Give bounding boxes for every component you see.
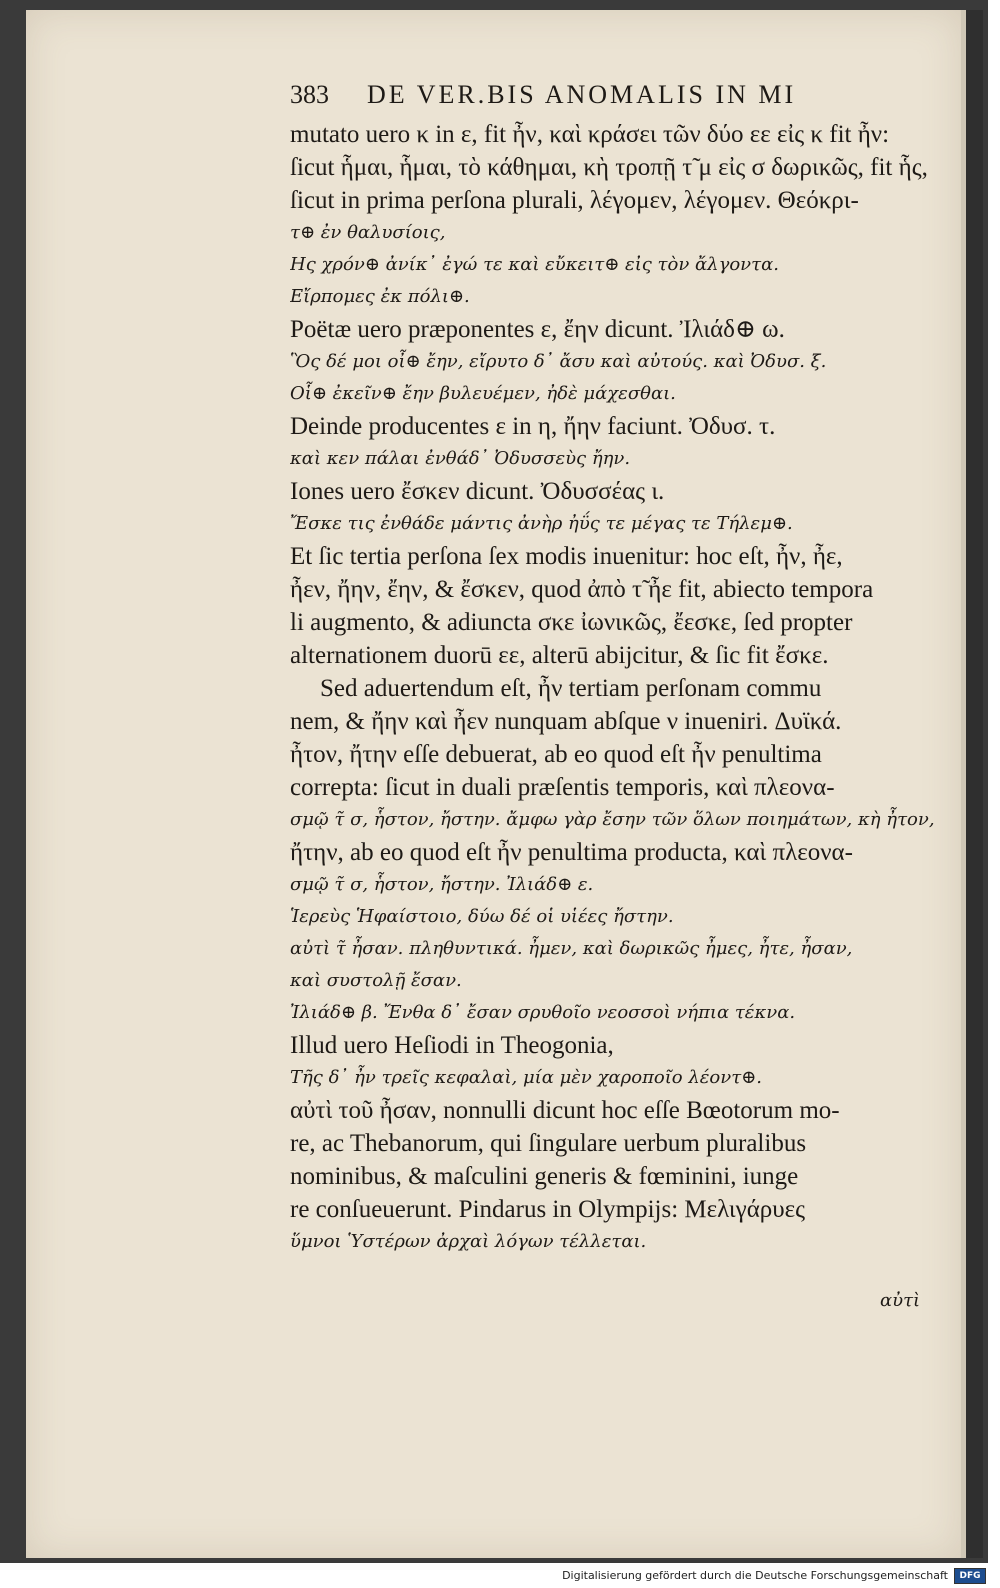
text-line: Ἱερεὺς Ἡφαίστοιο, δύω δέ οἱ υἱέες ἤστην. (290, 906, 674, 927)
text-line: ſicut ἧμαι, ἧμαι, τὸ κάθημαι, κὴ τροπῇ τ̃ μ εἰς σ δωρικῶς, fit ἧς, (290, 154, 928, 181)
text-line: Illud uero Heſiodi in Theogonia, (290, 1032, 614, 1059)
text-line: ſicut in prima perſona plurali, λέγομεν, λέγομεν. Θεόκρι- (290, 187, 859, 214)
text-line: ὕμνοι Ὑστέρων ἀρχαὶ λόγων τέλλεται. (290, 1231, 647, 1252)
text-line: ἤτην, ab eo quod eſt ἦν penultima producta, καὶ πλεονα- (290, 839, 853, 866)
text-line: mutato uero κ in ε, fit ἦν, καὶ κράσει τῶν δύο εε εἰς κ fit ἦν: (290, 121, 890, 148)
text-line: Ὃς δέ μοι οἶ⊕ ἔην, εἴρυτο δ᾽ ἄσυ καὶ αὐτούς. καὶ Ὀδυσ. ξ. (290, 351, 827, 372)
page-number: 383 (290, 80, 329, 109)
text-line: Iones uero ἔσκεν dicunt. Ὀδυσσέας ι. (290, 478, 665, 505)
text-line: ἦεν, ἤην, ἔην, & ἔσκεν, quod ἀπὸ τ̃ ἦε fit, abiecto tempora (290, 576, 874, 603)
text-line: re conſueuerunt. Pindarus in Olympijs: Μελιγάρυες (290, 1196, 806, 1223)
text-lines (290, 118, 950, 1258)
text-line: καὶ συστολῇ ἔσαν. (290, 970, 462, 991)
footer-bar (0, 1563, 1000, 1588)
dfg-logo-icon: DFG (954, 1568, 986, 1584)
text-line: Ἔσκε τις ἐνθάδε μάντις ἀνὴρ ἠΰς τε μέγας τε Τήλεμ⊕. (290, 513, 793, 534)
page-edge (961, 10, 966, 1558)
text-line: Poëtæ uero præponentes ε, ἔην dicunt. Ἰλιάδ⊕ ω. (290, 316, 785, 343)
text-line: αὐτὶ τοῦ ἦσαν, nonnulli dicunt hoc eſſe Bœotorum mo- (290, 1097, 840, 1124)
catchword: αὐτὶ (880, 1290, 921, 1311)
text-line: ἦτον, ἤτην eſſe debuerat, ab eo quod eſt ἦν penultima (290, 741, 822, 768)
text-line: Ης χρόν⊕ ἀνίκ᾽ ἐγώ τε καὶ εὔκειτ⊕ εἰς τὸν ἄλγοντα. (290, 254, 779, 275)
text-line: σμῷ τ̃ σ, ἧστον, ἤστην. ἄμφω γὰρ ἔσην τῶν ὅλων ποιημάτων, κὴ ἦτον, (290, 809, 935, 830)
text-line: Deinde producentes ε in η, ἤην faciunt. Ὀδυσ. τ. (290, 413, 776, 440)
funding-credit: Digitalisierung gefördert durch die Deutsche Forschungsgemeinschaft (562, 1569, 948, 1582)
text-line: nominibus, & maſculini generis & fœminini, iunge (290, 1163, 799, 1190)
running-title: DE VER.BIS ANOMALIS IN MI (367, 80, 797, 109)
text-line: alternationem duorū εε, alterū abijcitur, & ſic fit ἔσκε. (290, 642, 829, 669)
text-line: Ἰλιάδ⊕ β. Ἔνθα δ᾽ ἔσαν σρυθοῖο νεοσσοὶ νήπια τέκνα. (290, 1002, 796, 1023)
running-header (290, 80, 950, 116)
text-line: li augmento, & adiuncta σκε ἰωνικῶς, ἔεσκε, ſed propter (290, 609, 853, 636)
text-line: αὐτὶ τ̃ ἦσαν. πληθυντικά. ἦμεν, καὶ δωρικῶς ἦμες, ἦτε, ἦσαν, (290, 938, 853, 959)
text-line: σμῷ τ̃ σ, ἧστον, ἤστην. Ἰλιάδ⊕ ε. (290, 874, 594, 895)
text-line: Εἴρπομες ἐκ πόλι⊕. (290, 286, 470, 307)
text-line: correpta: ſicut in duali præſentis temporis, καὶ πλεονα- (290, 774, 835, 801)
text-line: Sed aduertendum eſt, ἦν tertiam perſonam commu (320, 675, 822, 702)
text-line: καὶ κεν πάλαι ἐνθάδ᾽ Ὀδυσσεὺς ἤην. (290, 448, 631, 469)
text-line: re, ac Thebanorum, qui ſingulare uerbum pluralibus (290, 1130, 807, 1157)
text-line: τ⊕ ἐν θαλυσίοις, (290, 222, 446, 243)
text-line: Οἷ⊕ ἐκεῖν⊕ ἔην βυλευέμεν, ἠδὲ μάχεσθαι. (290, 383, 676, 404)
text-line: Et ſic tertia perſona ſex modis inuenitur: hoc eſt, ἦν, ἦε, (290, 543, 843, 570)
text-line: Τῆς δ᾽ ἦν τρεῖς κεφαλαὶ, μία μὲν χαροποῖο λέοντ⊕. (290, 1067, 762, 1088)
text-line: nem, & ἤην καὶ ἦεν nunquam abſque ν inueniri. Δυϊκά. (290, 708, 842, 735)
page-text (290, 80, 950, 1258)
